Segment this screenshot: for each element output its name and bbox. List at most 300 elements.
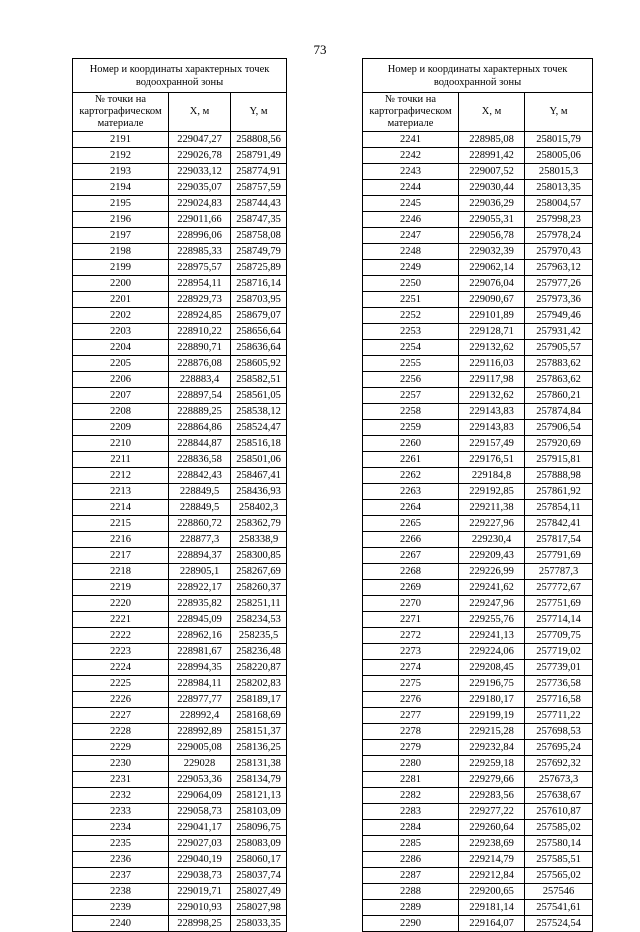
- table-row: [73, 676, 287, 692]
- cell-y: 258004,57: [525, 196, 593, 212]
- table-row: [73, 900, 287, 916]
- cell-point-number: 2202: [73, 308, 169, 324]
- table-row: [73, 324, 287, 340]
- table-row: [73, 884, 287, 900]
- table-row: [363, 388, 593, 404]
- cell-x: 229241,62: [459, 580, 525, 596]
- cell-y: 258300,85: [231, 548, 287, 564]
- cell-x: 229209,43: [459, 548, 525, 564]
- table-row: [73, 516, 287, 532]
- cell-x: 229200,65: [459, 884, 525, 900]
- cell-x: 229226,99: [459, 564, 525, 580]
- cell-point-number: 2221: [73, 612, 169, 628]
- cell-x: 229035,07: [169, 180, 231, 196]
- cell-y: 258037,74: [231, 868, 287, 884]
- cell-y: 258636,64: [231, 340, 287, 356]
- cell-point-number: 2222: [73, 628, 169, 644]
- cell-y: 258260,37: [231, 580, 287, 596]
- cell-x: 228842,43: [169, 468, 231, 484]
- cell-y: 258121,13: [231, 788, 287, 804]
- cell-point-number: 2287: [363, 868, 459, 884]
- cell-x: 229026,78: [169, 148, 231, 164]
- cell-x: 228890,71: [169, 340, 231, 356]
- cell-point-number: 2265: [363, 516, 459, 532]
- cell-y: 258251,11: [231, 596, 287, 612]
- cell-x: 228889,25: [169, 404, 231, 420]
- cell-x: 228962,16: [169, 628, 231, 644]
- table-row: [363, 276, 593, 292]
- cell-x: 228992,89: [169, 724, 231, 740]
- cell-x: 228998,25: [169, 916, 231, 932]
- cell-x: 228991,42: [459, 148, 525, 164]
- cell-y: 257883,62: [525, 356, 593, 372]
- cell-x: 229101,89: [459, 308, 525, 324]
- cell-x: 229005,08: [169, 740, 231, 756]
- cell-x: 228945,09: [169, 612, 231, 628]
- cell-x: 229047,27: [169, 132, 231, 148]
- cell-point-number: 2225: [73, 676, 169, 692]
- table-row: [363, 340, 593, 356]
- table-row: [73, 628, 287, 644]
- table-row: [363, 900, 593, 916]
- table-row: [73, 916, 287, 932]
- table-row: [73, 132, 287, 148]
- cell-y: 258501,06: [231, 452, 287, 468]
- cell-y: 258220,87: [231, 660, 287, 676]
- cell-y: 257970,43: [525, 244, 593, 260]
- cell-x: 229247,96: [459, 596, 525, 612]
- table-row: [363, 404, 593, 420]
- cell-x: 228981,67: [169, 644, 231, 660]
- cell-point-number: 2278: [363, 724, 459, 740]
- cell-x: 228883,4: [169, 372, 231, 388]
- cell-x: 228836,58: [169, 452, 231, 468]
- table-row: [73, 484, 287, 500]
- cell-x: 229157,49: [459, 436, 525, 452]
- cell-x: 229255,76: [459, 612, 525, 628]
- table-row: [73, 148, 287, 164]
- table-row: [73, 228, 287, 244]
- column-header-x: X, м: [459, 93, 525, 132]
- cell-y: 257817,54: [525, 532, 593, 548]
- table-row: [73, 852, 287, 868]
- cell-y: 258060,17: [231, 852, 287, 868]
- cell-x: 229181,14: [459, 900, 525, 916]
- cell-y: 258808,56: [231, 132, 287, 148]
- cell-y: 258679,07: [231, 308, 287, 324]
- cell-x: 228992,4: [169, 708, 231, 724]
- cell-x: 229132,62: [459, 388, 525, 404]
- cell-x: 229259,18: [459, 756, 525, 772]
- cell-x: 228977,77: [169, 692, 231, 708]
- table-row: [363, 804, 593, 820]
- cell-x: 229215,28: [459, 724, 525, 740]
- cell-y: 258151,37: [231, 724, 287, 740]
- table-row: [73, 596, 287, 612]
- cell-y: 257695,24: [525, 740, 593, 756]
- cell-y: 257915,81: [525, 452, 593, 468]
- cell-point-number: 2206: [73, 372, 169, 388]
- cell-y: 257698,53: [525, 724, 593, 740]
- cell-x: 229184,8: [459, 468, 525, 484]
- cell-x: 229024,83: [169, 196, 231, 212]
- cell-point-number: 2274: [363, 660, 459, 676]
- cell-point-number: 2262: [363, 468, 459, 484]
- cell-y: 257905,57: [525, 340, 593, 356]
- table-row: [73, 532, 287, 548]
- table-row: [363, 484, 593, 500]
- cell-x: 229011,66: [169, 212, 231, 228]
- cell-y: 258236,48: [231, 644, 287, 660]
- cell-y: 258131,38: [231, 756, 287, 772]
- cell-x: 228864,86: [169, 420, 231, 436]
- cell-point-number: 2210: [73, 436, 169, 452]
- table-row: [73, 244, 287, 260]
- cell-y: 257739,01: [525, 660, 593, 676]
- cell-x: 228849,5: [169, 500, 231, 516]
- cell-point-number: 2196: [73, 212, 169, 228]
- cell-point-number: 2258: [363, 404, 459, 420]
- cell-point-number: 2201: [73, 292, 169, 308]
- cell-x: 229238,69: [459, 836, 525, 852]
- cell-y: 257998,23: [525, 212, 593, 228]
- cell-point-number: 2264: [363, 500, 459, 516]
- cell-y: 258757,59: [231, 180, 287, 196]
- table-row: [73, 804, 287, 820]
- table-row: [73, 756, 287, 772]
- cell-x: 229164,07: [459, 916, 525, 932]
- cell-point-number: 2255: [363, 356, 459, 372]
- cell-y: 258725,89: [231, 260, 287, 276]
- cell-point-number: 2208: [73, 404, 169, 420]
- cell-x: 228935,82: [169, 596, 231, 612]
- cell-point-number: 2220: [73, 596, 169, 612]
- table-row: [363, 612, 593, 628]
- cell-x: 228924,85: [169, 308, 231, 324]
- cell-point-number: 2227: [73, 708, 169, 724]
- cell-point-number: 2191: [73, 132, 169, 148]
- table-row: [73, 468, 287, 484]
- table-row: [363, 196, 593, 212]
- table-row: [73, 436, 287, 452]
- cell-y: 258015,3: [525, 164, 593, 180]
- cell-x: 228897,54: [169, 388, 231, 404]
- column-header-y: Y, м: [231, 93, 287, 132]
- cell-point-number: 2213: [73, 484, 169, 500]
- cell-x: 229117,98: [459, 372, 525, 388]
- cell-point-number: 2215: [73, 516, 169, 532]
- cell-y: 257736,58: [525, 676, 593, 692]
- cell-y: 258656,64: [231, 324, 287, 340]
- cell-y: 258168,69: [231, 708, 287, 724]
- cell-y: 258033,35: [231, 916, 287, 932]
- table-body: [73, 132, 287, 932]
- cell-y: 258467,41: [231, 468, 287, 484]
- cell-y: 258338,9: [231, 532, 287, 548]
- cell-y: 258189,17: [231, 692, 287, 708]
- cell-point-number: 2240: [73, 916, 169, 932]
- cell-point-number: 2242: [363, 148, 459, 164]
- cell-y: 257842,41: [525, 516, 593, 532]
- cell-y: 257546: [525, 884, 593, 900]
- cell-point-number: 2239: [73, 900, 169, 916]
- cell-point-number: 2238: [73, 884, 169, 900]
- cell-x: 229041,17: [169, 820, 231, 836]
- cell-x: 229010,93: [169, 900, 231, 916]
- cell-y: 257978,24: [525, 228, 593, 244]
- cell-x: 229056,78: [459, 228, 525, 244]
- cell-x: 229062,14: [459, 260, 525, 276]
- table-row: [73, 564, 287, 580]
- cell-point-number: 2194: [73, 180, 169, 196]
- cell-x: 229214,79: [459, 852, 525, 868]
- cell-y: 258096,75: [231, 820, 287, 836]
- cell-point-number: 2289: [363, 900, 459, 916]
- cell-x: 229128,71: [459, 324, 525, 340]
- cell-point-number: 2228: [73, 724, 169, 740]
- cell-point-number: 2260: [363, 436, 459, 452]
- cell-y: 258791,49: [231, 148, 287, 164]
- cell-y: 257524,54: [525, 916, 593, 932]
- cell-point-number: 2217: [73, 548, 169, 564]
- table-row: [363, 708, 593, 724]
- cell-point-number: 2286: [363, 852, 459, 868]
- table-row: [363, 676, 593, 692]
- cell-x: 229032,39: [459, 244, 525, 260]
- cell-point-number: 2257: [363, 388, 459, 404]
- page-number: 73: [313, 42, 327, 57]
- table-row: [363, 772, 593, 788]
- cell-y: 257973,36: [525, 292, 593, 308]
- table-row: [363, 852, 593, 868]
- cell-x: 228929,73: [169, 292, 231, 308]
- cell-x: 229180,17: [459, 692, 525, 708]
- cell-y: 258436,93: [231, 484, 287, 500]
- cell-x: 229208,45: [459, 660, 525, 676]
- cell-point-number: 2197: [73, 228, 169, 244]
- cell-point-number: 2226: [73, 692, 169, 708]
- cell-x: 229143,83: [459, 420, 525, 436]
- cell-y: 257787,3: [525, 564, 593, 580]
- cell-point-number: 2288: [363, 884, 459, 900]
- cell-point-number: 2270: [363, 596, 459, 612]
- cell-point-number: 2263: [363, 484, 459, 500]
- table-row: [363, 724, 593, 740]
- cell-point-number: 2229: [73, 740, 169, 756]
- cell-x: 229076,04: [459, 276, 525, 292]
- cell-x: 229192,85: [459, 484, 525, 500]
- cell-y: 257711,22: [525, 708, 593, 724]
- cell-point-number: 2259: [363, 420, 459, 436]
- cell-y: 258013,35: [525, 180, 593, 196]
- table-row: [363, 452, 593, 468]
- table-row: [73, 612, 287, 628]
- table-row: [363, 132, 593, 148]
- table-row: [73, 260, 287, 276]
- table-row: [73, 388, 287, 404]
- table-row: [363, 644, 593, 660]
- cell-y: 257931,42: [525, 324, 593, 340]
- cell-point-number: 2246: [363, 212, 459, 228]
- cell-point-number: 2216: [73, 532, 169, 548]
- cell-y: 257580,14: [525, 836, 593, 852]
- cell-x: 228860,72: [169, 516, 231, 532]
- cell-point-number: 2195: [73, 196, 169, 212]
- cell-x: 229116,03: [459, 356, 525, 372]
- table-row: [363, 756, 593, 772]
- table-row: [73, 372, 287, 388]
- cell-y: 258516,18: [231, 436, 287, 452]
- cell-y: 258716,14: [231, 276, 287, 292]
- table-row: [73, 868, 287, 884]
- table-row: [73, 724, 287, 740]
- table-row: [363, 660, 593, 676]
- table-row: [73, 276, 287, 292]
- table-row: [363, 868, 593, 884]
- cell-y: 257719,02: [525, 644, 593, 660]
- cell-point-number: 2245: [363, 196, 459, 212]
- cell-point-number: 2231: [73, 772, 169, 788]
- cell-y: 257861,92: [525, 484, 593, 500]
- cell-x: 229036,29: [459, 196, 525, 212]
- cell-y: 257585,51: [525, 852, 593, 868]
- cell-x: 228876,08: [169, 356, 231, 372]
- cell-point-number: 2249: [363, 260, 459, 276]
- cell-point-number: 2276: [363, 692, 459, 708]
- column-header-x: X, м: [169, 93, 231, 132]
- cell-point-number: 2205: [73, 356, 169, 372]
- table-row: [363, 260, 593, 276]
- cell-point-number: 2253: [363, 324, 459, 340]
- table-row: [363, 532, 593, 548]
- cell-y: 257920,69: [525, 436, 593, 452]
- table-row: [363, 180, 593, 196]
- cell-y: 257888,98: [525, 468, 593, 484]
- cell-x: 229224,06: [459, 644, 525, 660]
- table-row: [363, 148, 593, 164]
- cell-point-number: 2207: [73, 388, 169, 404]
- cell-y: 257963,12: [525, 260, 593, 276]
- cell-point-number: 2250: [363, 276, 459, 292]
- cell-x: 229007,52: [459, 164, 525, 180]
- table-row: [363, 628, 593, 644]
- cell-y: 258524,47: [231, 420, 287, 436]
- cell-point-number: 2282: [363, 788, 459, 804]
- table-row: [73, 292, 287, 308]
- cell-y: 257791,69: [525, 548, 593, 564]
- cell-y: 258015,79: [525, 132, 593, 148]
- table-row: [73, 740, 287, 756]
- cell-y: 258749,79: [231, 244, 287, 260]
- cell-point-number: 2192: [73, 148, 169, 164]
- coordinates-table-right: [362, 58, 593, 932]
- table-row: [363, 548, 593, 564]
- cell-point-number: 2281: [363, 772, 459, 788]
- table-row: [73, 644, 287, 660]
- cell-point-number: 2234: [73, 820, 169, 836]
- cell-y: 258027,49: [231, 884, 287, 900]
- cell-point-number: 2199: [73, 260, 169, 276]
- cell-point-number: 2247: [363, 228, 459, 244]
- cell-x: 229090,67: [459, 292, 525, 308]
- cell-y: 257772,67: [525, 580, 593, 596]
- cell-point-number: 2237: [73, 868, 169, 884]
- table-row: [73, 836, 287, 852]
- cell-x: 229211,38: [459, 500, 525, 516]
- table-title: Номер и координаты характерных точек водоохранной зоны: [73, 59, 287, 93]
- cell-point-number: 2266: [363, 532, 459, 548]
- cell-x: 228994,35: [169, 660, 231, 676]
- cell-y: 258005,06: [525, 148, 593, 164]
- cell-x: 229058,73: [169, 804, 231, 820]
- cell-y: 258538,12: [231, 404, 287, 420]
- table-row: [73, 788, 287, 804]
- cell-point-number: 2277: [363, 708, 459, 724]
- table-row: [73, 404, 287, 420]
- cell-point-number: 2223: [73, 644, 169, 660]
- table-row: [73, 548, 287, 564]
- cell-point-number: 2230: [73, 756, 169, 772]
- table-row: [363, 692, 593, 708]
- cell-point-number: 2272: [363, 628, 459, 644]
- cell-point-number: 2193: [73, 164, 169, 180]
- cell-point-number: 2248: [363, 244, 459, 260]
- table-row: [363, 820, 593, 836]
- cell-y: 257638,67: [525, 788, 593, 804]
- cell-y: 258744,43: [231, 196, 287, 212]
- cell-x: 229019,71: [169, 884, 231, 900]
- cell-y: 258136,25: [231, 740, 287, 756]
- table-row: [73, 580, 287, 596]
- cell-point-number: 2244: [363, 180, 459, 196]
- table-body: [363, 132, 593, 932]
- cell-point-number: 2269: [363, 580, 459, 596]
- coordinates-table-left: [72, 58, 287, 932]
- cell-point-number: 2252: [363, 308, 459, 324]
- table-row: [363, 436, 593, 452]
- table-row: [73, 420, 287, 436]
- table-row: [363, 420, 593, 436]
- cell-y: 257854,11: [525, 500, 593, 516]
- cell-y: 258561,05: [231, 388, 287, 404]
- cell-x: 229232,84: [459, 740, 525, 756]
- cell-y: 258134,79: [231, 772, 287, 788]
- cell-point-number: 2233: [73, 804, 169, 820]
- table-row: [363, 884, 593, 900]
- cell-x: 228905,1: [169, 564, 231, 580]
- cell-point-number: 2212: [73, 468, 169, 484]
- cell-point-number: 2235: [73, 836, 169, 852]
- cell-x: 228849,5: [169, 484, 231, 500]
- table-row: [73, 356, 287, 372]
- table-row: [363, 836, 593, 852]
- cell-point-number: 2275: [363, 676, 459, 692]
- table-row: [363, 580, 593, 596]
- cell-point-number: 2280: [363, 756, 459, 772]
- cell-x: 228954,11: [169, 276, 231, 292]
- table-row: [363, 324, 593, 340]
- cell-y: 257874,84: [525, 404, 593, 420]
- table-row: [73, 308, 287, 324]
- cell-y: 257610,87: [525, 804, 593, 820]
- cell-point-number: 2251: [363, 292, 459, 308]
- cell-x: 229241,13: [459, 628, 525, 644]
- cell-x: 229260,64: [459, 820, 525, 836]
- table-row: [363, 916, 593, 932]
- cell-y: 258362,79: [231, 516, 287, 532]
- table-row: [363, 356, 593, 372]
- cell-point-number: 2254: [363, 340, 459, 356]
